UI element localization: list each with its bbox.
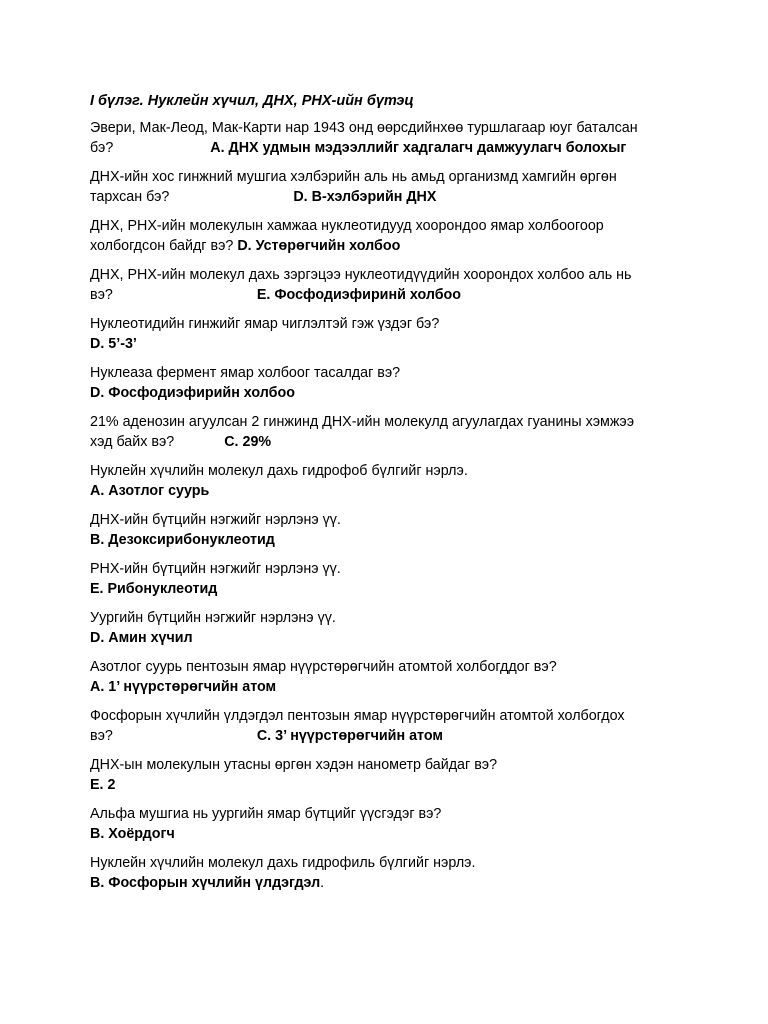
question-text: Альфа мушгиа нь уургийн ямар бүтцийг үүсгэдэг вэ? [90, 806, 442, 822]
question-text: вэ? [90, 286, 113, 303]
question-text: Азотлог суурь пентозын ямар нүүрстөрөгчийн атомтой холбогддог вэ? [90, 659, 557, 675]
answer-text: A. 1’ нүүрстөрөгчийн атом [90, 678, 277, 695]
answer-text: D. В-хэлбэрийн ДНХ [293, 188, 437, 205]
question-text: Эвери, Мак-Леод, Мак-Карти нар 1943 онд өөрсдийнхөө туршлагаар юуг баталсан [90, 120, 638, 136]
answer-text: D. 5’-3’ [90, 335, 137, 352]
answer-text: E. 2 [90, 776, 116, 793]
question-text: холбогдсон байдг вэ? [90, 237, 234, 254]
question-item [90, 854, 690, 893]
question-item [90, 805, 690, 844]
trailing-period: . [320, 874, 325, 891]
question-text: вэ? [90, 727, 113, 744]
answer-text: E. Фосфодиэфиринй холбоо [256, 286, 462, 303]
question-text: Нуклеаза фермент ямар холбоог тасалдаг вэ? [90, 365, 401, 381]
question-text: ДНХ-ын молекулын утасны өргөн хэдэн нанометр байдаг вэ? [90, 757, 498, 773]
question-item [90, 609, 690, 648]
question-text: Фосфорын хүчлийн үлдэгдэл пентозын ямар нүүрстөрөгчийн атомтой холбогдох [90, 708, 625, 724]
question-item [90, 658, 690, 697]
question-item [90, 217, 690, 256]
question-item [90, 707, 690, 746]
answer-text: A. ДНХ удмын мэдээллийг хадгалагч дамжуулагч болохыг [210, 139, 627, 156]
question-item [90, 560, 690, 599]
question-text: ДНХ-ийн бүтцийн нэгжийг нэрлэнэ үү. [90, 512, 341, 528]
question-item [90, 168, 690, 207]
question-item [90, 511, 690, 550]
answer-text: D. Амин хүчил [90, 629, 193, 646]
answer-text: E. Рибонуклеотид [90, 580, 218, 597]
question-text: Нуклейн хүчлийн молекул дахь гидрофоб бүлгийг нэрлэ. [90, 463, 468, 479]
question-text: Уургийн бүтцийн нэгжийг нэрлэнэ үү. [90, 610, 336, 626]
question-text: РНХ-ийн бүтцийн нэгжийг нэрлэнэ үү. [90, 561, 341, 577]
question-text: 21% аденозин агуулсан 2 гинжинд ДНХ-ийн молекулд агуулагдах гуанины хэмжээ [90, 414, 635, 430]
document-page [90, 92, 690, 903]
answer-text: C. 3’ нүүрстөрөгчийн атом [256, 727, 443, 744]
question-item [90, 315, 690, 354]
question-text: Нуклеотидийн гинжийг ямар чиглэлтэй гэж үздэг бэ? [90, 316, 440, 332]
answer-text: B. Дезоксирибонуклеотид [90, 531, 275, 548]
question-text: тархсан бэ? [90, 188, 170, 205]
question-item [90, 364, 690, 403]
question-item [90, 413, 690, 452]
chapter-heading: I бүлэг. Нуклейн хүчил, ДНХ, РНХ-ийн бүтэц [90, 93, 414, 109]
answer-text: A. Азотлог суурь [90, 482, 210, 499]
question-text: ДНХ-ийн хос гинжний мушгиа хэлбэрийн аль нь амьд организмд хамгийн өргөн [90, 169, 617, 185]
question-item [90, 266, 690, 305]
answer-text: D. Фосфодиэфирийн холбоо [90, 384, 295, 401]
answer-text: C. 29% [224, 433, 272, 450]
question-item [90, 756, 690, 795]
question-text: ДНХ, РНХ-ийн молекул дахь зэргэцээ нуклеотидүүдийн хоорондох холбоо аль нь [90, 267, 632, 283]
question-item [90, 462, 690, 501]
answer-text: D. Устөрөгчийн холбоо [237, 237, 401, 254]
answer-text: B. Фосфорын хүчлийн үлдэгдэл [90, 874, 321, 891]
question-text: ДНХ, РНХ-ийн молекулын хамжаа нуклеотидууд хоорондоо ямар холбоогоор [90, 218, 604, 234]
question-item [90, 119, 690, 158]
answer-text: B. Хоёрдогч [90, 825, 175, 842]
question-text: бэ? [90, 139, 114, 156]
question-text: Нуклейн хүчлийн молекул дахь гидрофиль бүлгийг нэрлэ. [90, 855, 476, 871]
question-text: хэд байх вэ? [90, 433, 175, 450]
